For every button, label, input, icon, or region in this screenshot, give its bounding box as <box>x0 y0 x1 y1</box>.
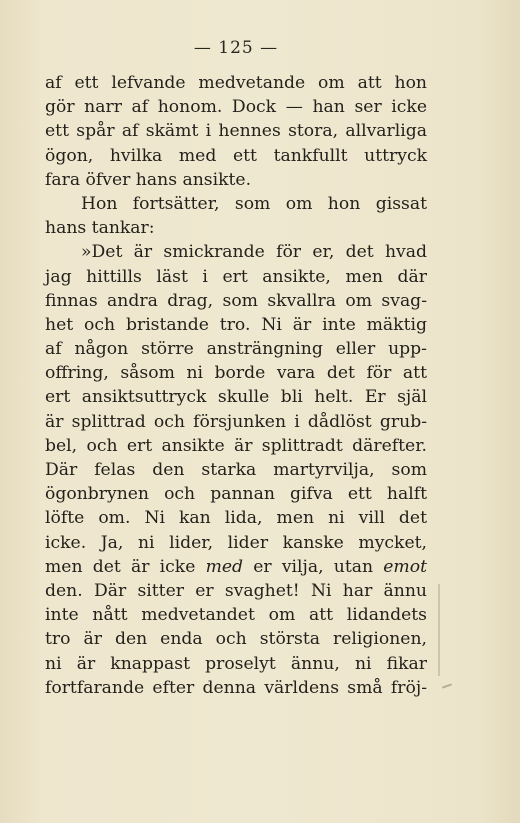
text-line: fara öfver hans ansikte. <box>45 169 252 190</box>
text-line: den. Där sitter er svaghet! Ni har ännu <box>45 580 427 601</box>
text-line: tro är den enda och största religionen, <box>45 629 427 650</box>
text-line: ni är knappast proselyt ännu, ni fikar <box>45 653 427 674</box>
text-line: Hon fortsätter, som om hon gissat <box>81 193 427 214</box>
text-line: jag hittills läst i ert ansikte, men där <box>45 266 427 287</box>
body-text <box>45 71 427 700</box>
text-line: icke. Ja, ni lider, lider kanske mycket, <box>45 532 427 553</box>
text-line: bel, och ert ansikte är splittradt därefter. <box>45 435 427 456</box>
text-line: fortfarande efter denna världens små fröj- <box>45 677 427 698</box>
text-line: ett spår af skämt i hennes stora, allvarliga <box>45 121 427 142</box>
text-line: gör narr af honom. Dock — han ser icke <box>45 97 427 118</box>
page-number: — 125 — <box>193 38 279 58</box>
text-line: offring, såsom ni borde vara det för att <box>45 363 427 384</box>
text-line: löfte om. Ni kan lida, men ni vill det <box>45 508 427 529</box>
text-line: ögon, hvilka med ett tankfullt uttryck <box>45 145 427 166</box>
text-line: Där felas den starka martyrvilja, som <box>45 460 427 480</box>
text-line: het och bristande tro. Ni är inte mäktig <box>45 314 427 335</box>
text-line: »Det är smickrande för er, det hvad <box>81 242 427 263</box>
text-line: är splittrad och försjunken i dådlöst grub- <box>45 411 427 432</box>
text-line: af någon större ansträngning eller upp- <box>45 339 427 360</box>
text-line: inte nått medvetandet om att lidandets <box>45 605 427 626</box>
text-line: hans tankar: <box>45 218 155 239</box>
text-line: af ett lefvande medvetande om att hon <box>45 73 427 93</box>
text-line: ögonbrynen och pannan gifva ett halft <box>45 484 427 505</box>
text-line: ert ansiktsuttryck skulle bli helt. Er själ <box>45 387 427 408</box>
text-line: finnas andra drag, som skvallra om svag- <box>45 290 427 311</box>
margin-shadow <box>438 584 440 676</box>
text-line: men det är icke med er vilja, utan emot <box>45 556 427 577</box>
margin-mark <box>442 683 452 688</box>
